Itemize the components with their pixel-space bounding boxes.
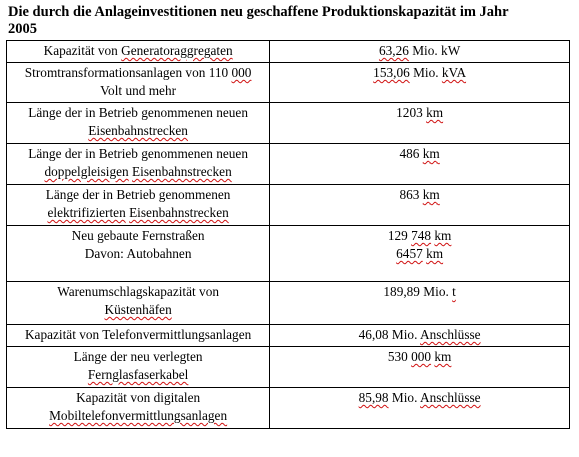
row-label bbox=[7, 388, 270, 429]
value-line: 863 km bbox=[399, 187, 440, 202]
spellcheck-flagged-word: km bbox=[422, 146, 440, 161]
row-label bbox=[7, 144, 270, 185]
row-value bbox=[270, 63, 570, 103]
spellcheck-flagged-word: Eisenbahnstrecken bbox=[88, 123, 188, 138]
spellcheck-flagged-word: km bbox=[426, 246, 444, 261]
row-label bbox=[7, 103, 270, 144]
spellcheck-flagged-word: 153,06 bbox=[373, 65, 410, 80]
table-row bbox=[7, 41, 570, 63]
value-line: 46,08 Mio. Anschlüsse bbox=[358, 327, 481, 342]
row-value bbox=[270, 185, 570, 226]
table-row bbox=[7, 282, 570, 325]
title-line-1: Die durch die Anlageinvestitionen neu geschaffene Produktionskapazität im Jahr bbox=[8, 4, 509, 20]
spellcheck-flagged-word: 63,26 bbox=[378, 43, 409, 58]
label-line: Neu gebaute Fernstraßen bbox=[71, 228, 205, 243]
table-row bbox=[7, 226, 570, 282]
row-value bbox=[270, 41, 570, 63]
spellcheck-flagged-word: doppelgleisigen bbox=[44, 164, 129, 179]
label-line: Volt und mehr bbox=[100, 83, 177, 98]
row-label bbox=[7, 226, 270, 282]
row-label bbox=[7, 41, 270, 63]
label-line: Länge der in Betrieb genommenen neuen bbox=[28, 105, 248, 120]
spellcheck-flagged-word: elektrifizierten bbox=[47, 205, 126, 220]
spellcheck-flagged-word: km bbox=[434, 349, 452, 364]
spellcheck-flagged-word: km bbox=[426, 105, 444, 120]
label-line bbox=[10, 122, 266, 140]
label-line: Länge der in Betrieb genommenen neuen bbox=[28, 146, 248, 161]
label-line bbox=[10, 301, 266, 319]
label-line bbox=[10, 366, 266, 384]
spellcheck-flagged-word: Anschlüsse bbox=[420, 390, 481, 405]
label-line: Davon: Autobahnen bbox=[84, 246, 192, 261]
table-row bbox=[7, 144, 570, 185]
spellcheck-flagged-word: 6457 bbox=[396, 246, 423, 261]
capacity-table bbox=[6, 40, 570, 429]
row-value bbox=[270, 144, 570, 185]
row-label bbox=[7, 63, 270, 103]
value-line: 189,89 Mio. t bbox=[383, 284, 456, 299]
value-line: 1203 km bbox=[396, 105, 444, 120]
table-row bbox=[7, 103, 570, 144]
row-value bbox=[270, 103, 570, 144]
label-line: Warenumschlagskapazität von bbox=[57, 284, 219, 299]
spellcheck-flagged-word: Fernglasfaserkabel bbox=[87, 367, 189, 382]
spellcheck-flagged-word: Eisenbahnstrecken bbox=[129, 205, 229, 220]
spellcheck-flagged-word: 000 bbox=[411, 349, 432, 364]
row-label bbox=[7, 347, 270, 388]
label-line: Stromtransformationsanlagen von 110 000 bbox=[24, 65, 252, 80]
spellcheck-flagged-word: Anschlüsse bbox=[420, 327, 481, 342]
spellcheck-flagged-word: Mobiltelefonvermittlungsanlagen bbox=[49, 408, 228, 423]
spellcheck-flagged-word: 000 bbox=[231, 65, 252, 80]
value-line: 530 000 km bbox=[387, 349, 452, 364]
label-line bbox=[10, 163, 266, 181]
value-line: 85,98 Mio. Anschlüsse bbox=[358, 390, 481, 405]
row-value bbox=[270, 226, 570, 282]
value-line: 486 km bbox=[399, 146, 440, 161]
row-value bbox=[270, 347, 570, 388]
value-line bbox=[273, 245, 566, 263]
label-line: Länge der neu verlegten bbox=[73, 349, 203, 364]
spellcheck-flagged-word: km bbox=[434, 228, 452, 243]
label-line: Länge der in Betrieb genommenen bbox=[45, 187, 231, 202]
title-line-2: 2005 bbox=[8, 21, 37, 37]
document-title bbox=[8, 4, 578, 38]
row-label bbox=[7, 325, 270, 347]
table-row bbox=[7, 63, 570, 103]
spellcheck-flagged-word: Generatoraggregaten bbox=[121, 43, 233, 58]
table-row bbox=[7, 185, 570, 226]
spellcheck-flagged-word: Küstenhäfen bbox=[104, 302, 172, 317]
row-label bbox=[7, 185, 270, 226]
spellcheck-flagged-word: Eisenbahnstrecken bbox=[132, 164, 232, 179]
row-value bbox=[270, 388, 570, 429]
spellcheck-flagged-word: t bbox=[452, 284, 456, 299]
spellcheck-flagged-word: 748 bbox=[411, 228, 432, 243]
spellcheck-flagged-word: 85,98 bbox=[358, 390, 389, 405]
label-line: Kapazität von Telefonvermittlungsanlagen bbox=[24, 327, 252, 342]
label-line: Kapazität von Generatoraggregaten bbox=[43, 43, 233, 58]
table-row bbox=[7, 347, 570, 388]
label-line: Kapazität von digitalen bbox=[76, 390, 201, 405]
value-line: 129 748 km bbox=[387, 228, 452, 243]
table-row bbox=[7, 325, 570, 347]
table-row bbox=[7, 388, 570, 429]
row-label bbox=[7, 282, 270, 325]
value-line: 153,06 Mio. kVA bbox=[373, 65, 467, 80]
row-value bbox=[270, 282, 570, 325]
label-line bbox=[10, 204, 266, 222]
value-line: 63,26 Mio. kW bbox=[378, 43, 461, 58]
row-value bbox=[270, 325, 570, 347]
spellcheck-flagged-word: kVA bbox=[441, 65, 467, 80]
label-line bbox=[10, 407, 266, 425]
spellcheck-flagged-word: km bbox=[422, 187, 440, 202]
